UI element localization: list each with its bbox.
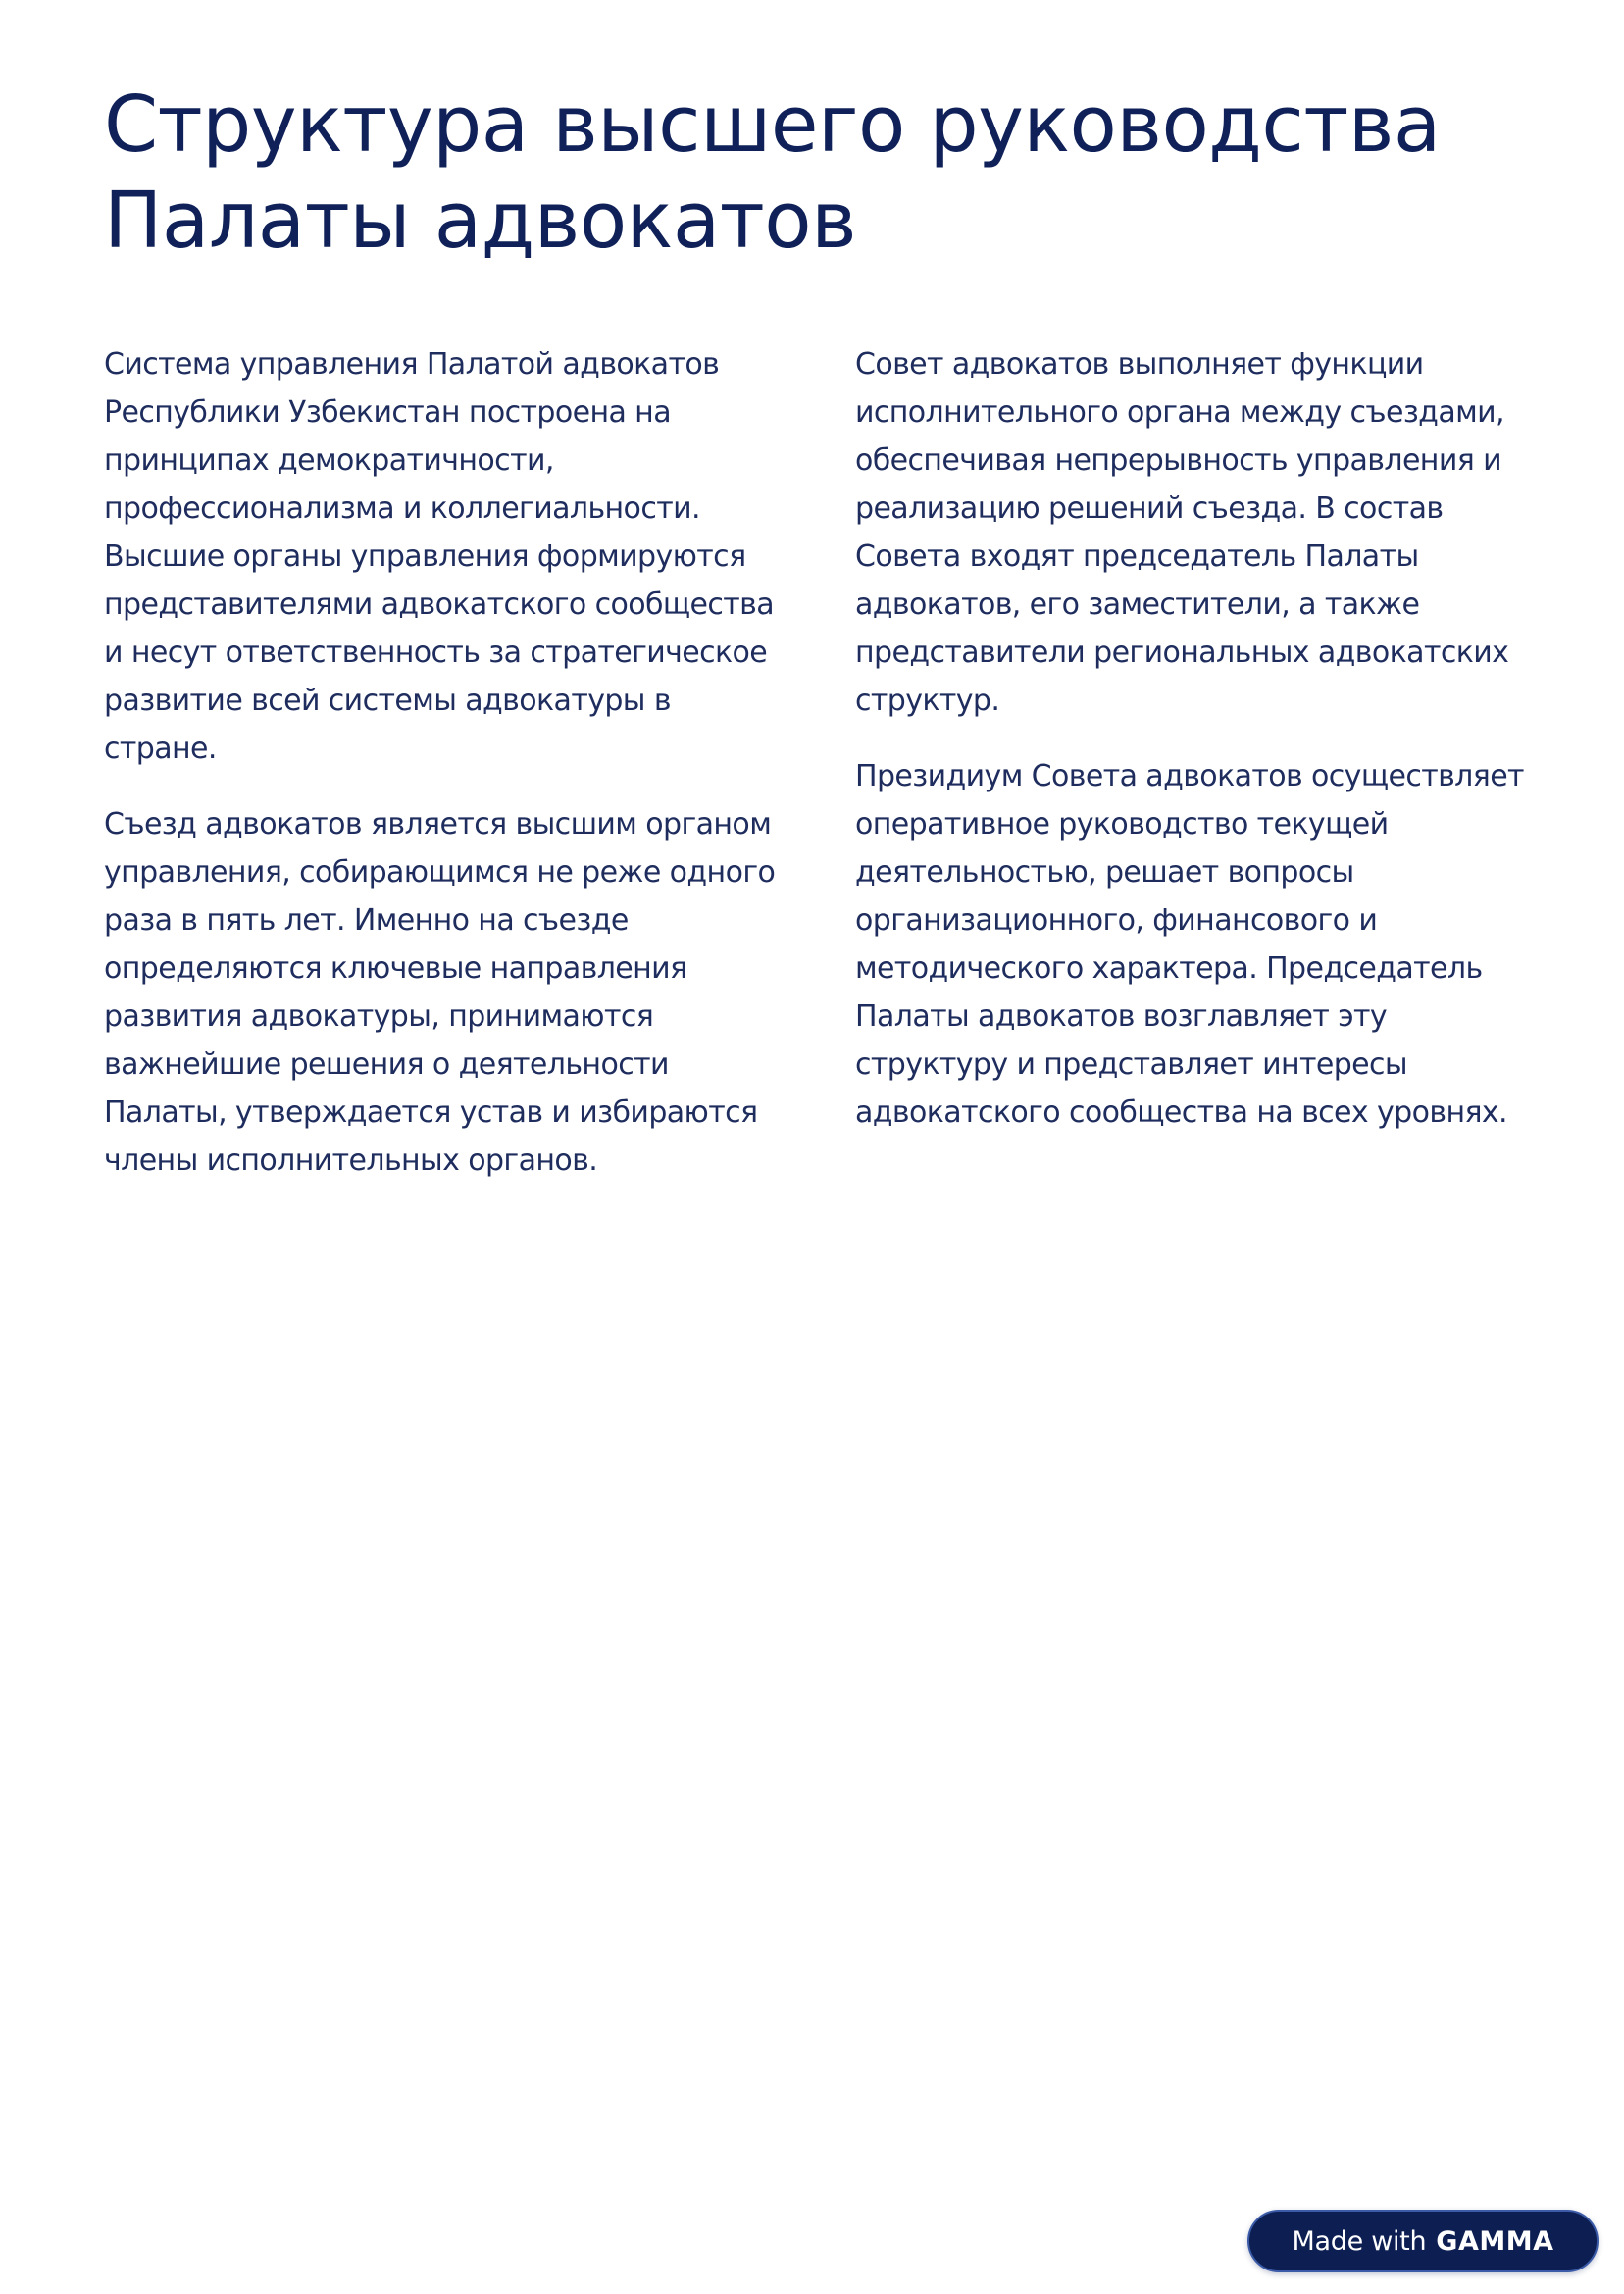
left-column xyxy=(104,340,790,1212)
gamma-logo: GAMMA xyxy=(1436,2225,1554,2257)
paragraph-council: Совет адвокатов выполняет функции исполнительного органа между съездами, обеспечивая непрерывность управления и реализацию решений съезда. В состав Совета входят председатель Палаты адвокатов, его заместители, а также представители региональных адвокатских структур. xyxy=(855,347,1509,718)
right-column xyxy=(855,340,1542,1164)
badge-prefix: Made with xyxy=(1292,2225,1427,2257)
paragraph-presidium: Президиум Совета адвокатов осуществляет оперативное руководство текущей деятельностью, решает вопросы организационного, финансового и методического характера. Председатель Палаты адвокатов возглавляет эту структуру и представляет интересы адвокатского сообщества на всех уровнях. xyxy=(855,759,1524,1130)
paragraph-governance-system: Система управления Палатой адвокатов Республики Узбекистан построена на принципах демократичности, профессионализма и коллегиальности. Высшие органы управления формируются представителями адвокатского сообщества и несут ответственность за стратегическое развитие всей системы адвокатуры в стране. xyxy=(104,347,775,766)
page-title: Структура высшего руководства Палаты адвокатов xyxy=(104,79,1441,266)
paragraph-congress: Съезд адвокатов является высшим органом управления, собирающимся не реже одного раза в пять лет. Именно на съезде определяются ключевые направления развития адвокатуры, принимаются важнейшие решения о деятельности Палаты, утверждается устав и избираются члены исполнительных органов. xyxy=(104,807,776,1178)
made-with-gamma-badge[interactable] xyxy=(1247,2210,1599,2272)
